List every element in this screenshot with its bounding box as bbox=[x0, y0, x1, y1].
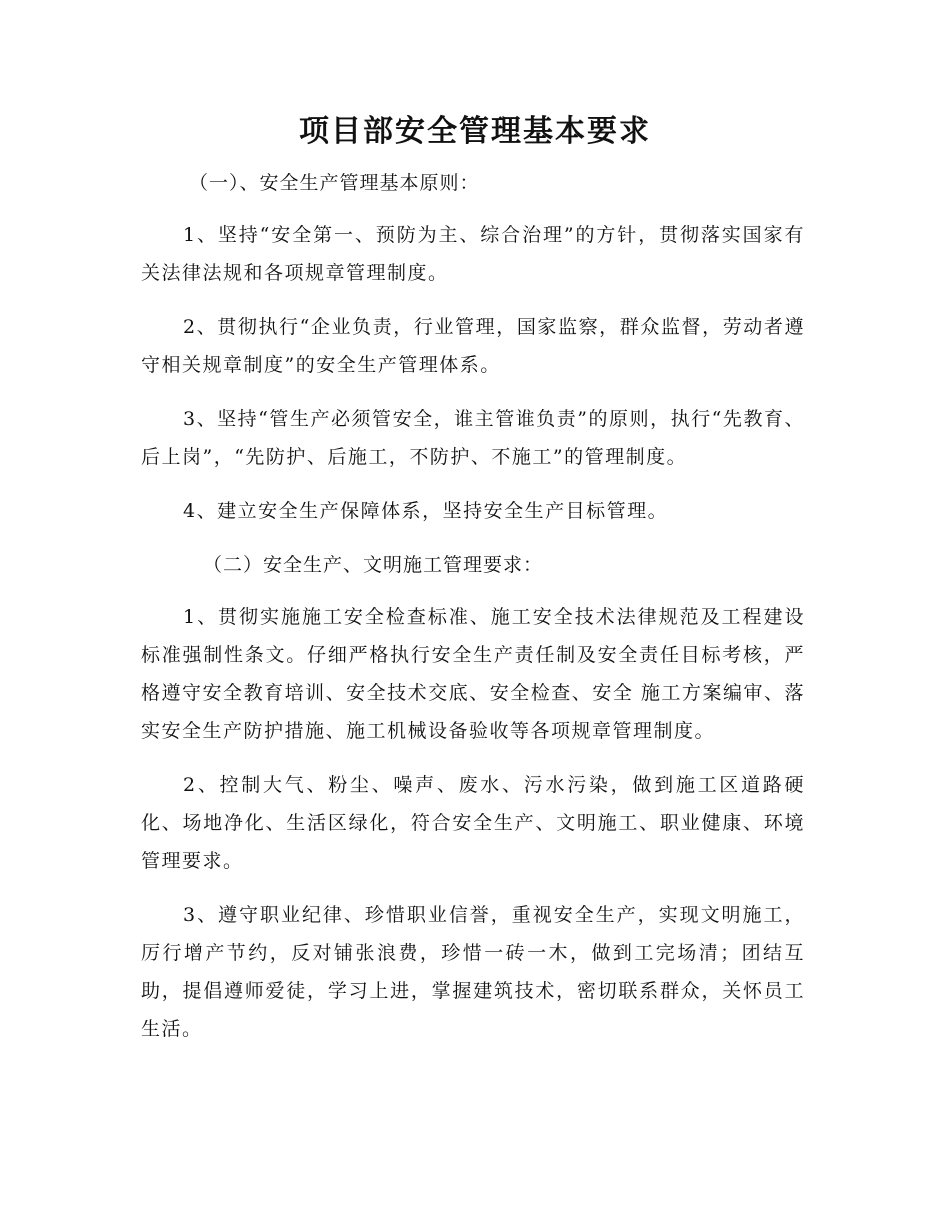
paragraph: 4、建立安全生产保障体系，坚持安全生产目标管理。 bbox=[183, 500, 669, 522]
paragraph: 3、遵守职业纪律、珍惜职业信誉，重视安全生产，实现文明施工，厉行增产节约，反对铺张浪费，珍惜一砖一木，做到工完场清；团结互助，提倡遵师爱徒，学习上进，掌握建筑技术，密切联系群众，关怀员工生活。 bbox=[141, 904, 805, 1040]
section-principles bbox=[141, 164, 805, 530]
paragraph: 2、控制大气、粉尘、噪声、废水、污水污染，做到施工区道路硬化、场地净化、生活区绿化，符合安全生产、文明施工、职业健康、环境管理要求。 bbox=[141, 774, 805, 872]
document-body bbox=[141, 164, 805, 1064]
paragraph: 1、贯彻实施施工安全检查标准、施工安全技术法律规范及工程建设标准强制性条文。仔细严格执行安全生产责任制及安全责任目标考核，严格遵守安全教育培训、安全技术交底、安全检查、安全 施工方案编审、落实安全生产防护措施、施工机械设备验收等各项规章管理制度。 bbox=[141, 606, 805, 742]
paragraph: 1、坚持“安全第一、预防为主、综合治理”的方针，贯彻落实国家有关法律法规和各项规章管理制度。 bbox=[141, 224, 805, 284]
section-requirements bbox=[141, 546, 805, 1048]
section-heading: （二）安全生产、文明施工管理要求： bbox=[203, 554, 544, 576]
document-title: 项目部安全管理基本要求 bbox=[299, 114, 651, 149]
paragraph: 3、坚持“管生产必须管安全，谁主管谁负责”的原则，执行“先教育、后上岗”，“先防护、后施工，不防护、不施工”的管理制度。 bbox=[141, 408, 805, 468]
section-heading: （一）、安全生产管理基本原则： bbox=[189, 172, 480, 194]
paragraph: 2、贯彻执行“企业负责，行业管理，国家监察，群众监督，劳动者遵守相关规章制度”的安全生产管理体系。 bbox=[141, 316, 805, 376]
